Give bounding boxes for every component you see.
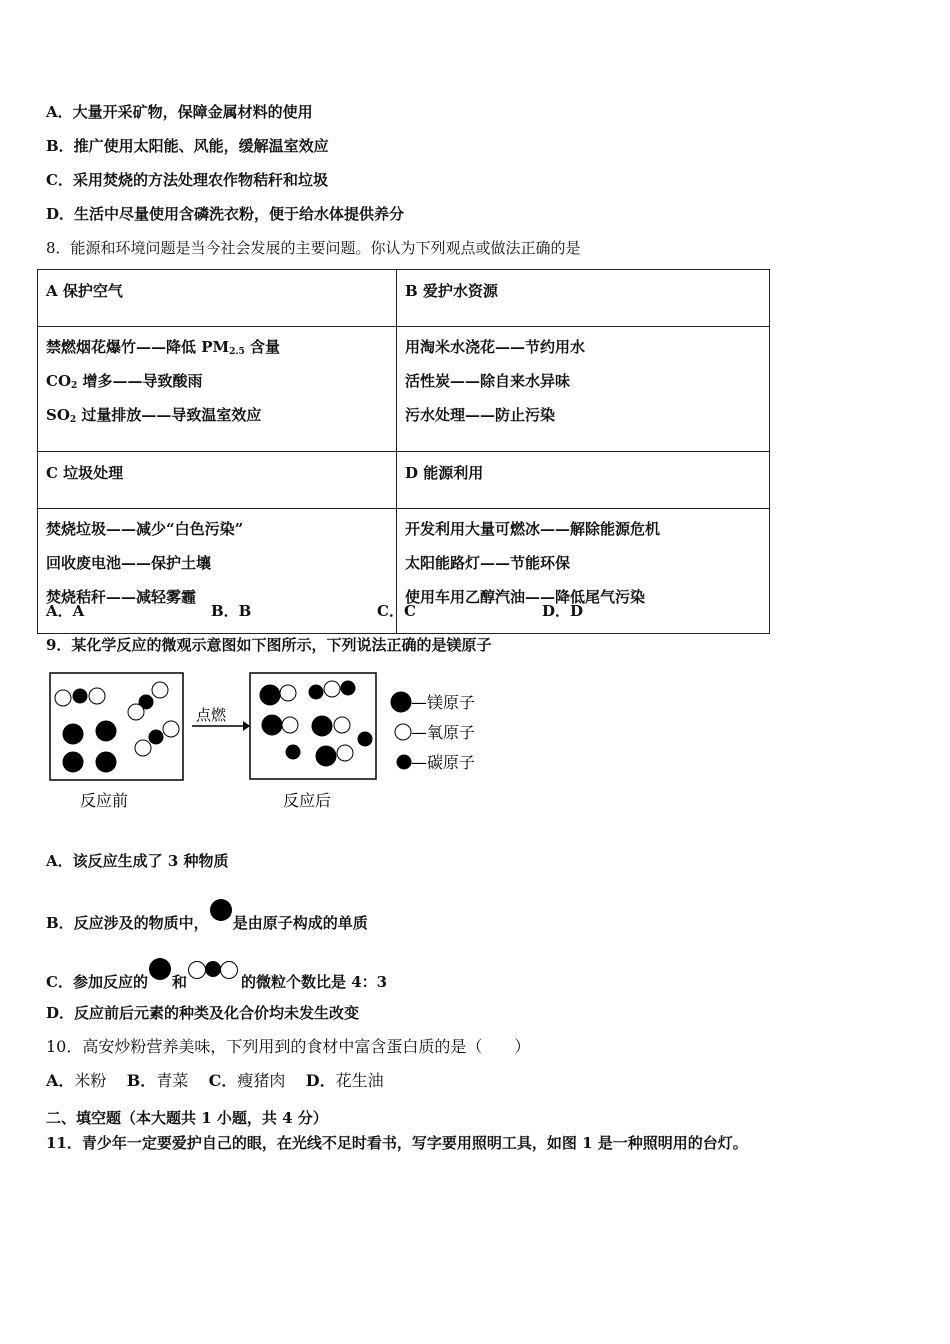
q10-option-a-label: A． (46, 1071, 75, 1090)
after-molecules (260, 681, 372, 766)
q7-option-c: C．采用焚烧的方法处理农作物秸秆和垃圾 (46, 171, 328, 189)
q8-a-line2 (46, 369, 388, 403)
arrow-label: 点燃 (196, 706, 227, 724)
magnesium-atom-icon (391, 692, 411, 712)
q10-option-c: 瘦猪肉 (237, 1071, 286, 1090)
q8-a-line1 (46, 335, 388, 369)
q8-b-line2: 活性炭——除自来水异味 (405, 372, 571, 390)
magnesium-atom-icon (148, 957, 172, 981)
after-label: 反应后 (283, 791, 332, 810)
q8-a-line3 (46, 403, 388, 437)
q8-c-line3: 焚烧秸秆——减轻雾霾 (46, 588, 197, 606)
q8-cell-a-body (38, 327, 397, 452)
before-box (50, 673, 183, 780)
pm25-subscript: 2.5 (229, 347, 245, 357)
legend (391, 692, 475, 772)
q10-option-c-label: C． (208, 1071, 238, 1090)
before-molecules (55, 682, 179, 772)
q8-choice-a: A．A (46, 602, 85, 620)
q9-option-b-suffix: 是由原子构成的单质 (232, 914, 368, 932)
q8-cell-c-title: C 垃圾处理 (38, 452, 397, 509)
q9-option-b-prefix: B．反应涉及的物质中， (46, 914, 209, 932)
co2-subscript: 2 (71, 381, 78, 391)
q8-choice-b: B．B (211, 602, 252, 620)
carbon-atom-icon (397, 755, 411, 769)
co2-molecule-icon (187, 959, 241, 981)
q10-option-d: 花生油 (335, 1071, 384, 1090)
q8-cell-b-title: B 爱护水资源 (397, 270, 770, 327)
section2-title: 二、填空题（本大题共 1 小题，共 4 分） (46, 1109, 328, 1127)
q8-d-line3: 使用车用乙醇汽油——降低尾气污染 (405, 588, 646, 606)
magnesium-atom-icon (209, 898, 233, 922)
q9-option-d: D．反应前后元素的种类及化合价均未发生改变 (46, 1004, 360, 1022)
q9-stem: 9．某化学反应的微观示意图如下图所示，下列说法正确的是镁原子 (46, 636, 492, 654)
q7-option-b: B．推广使用太阳能、风能，缓解温室效应 (46, 137, 329, 155)
q9-option-b (46, 898, 368, 933)
before-label: 反应前 (80, 791, 129, 810)
q8-c-line1: 焚烧垃圾——减少“白色污染” (46, 520, 244, 538)
q10-stem: 10．高安炒粉营养美味，下列用到的食材中富含蛋白质的是（ ） (46, 1037, 531, 1056)
after-box (250, 673, 376, 779)
q11-stem: 11．青少年一定要爱护自己的眼，在光线不足时看书，写字要用照明工具，如图 1 是一种照明用的台灯。 (46, 1134, 748, 1152)
q8-b-line1: 用淘米水浇花——节约用水 (405, 338, 586, 356)
q8-cell-a-title: A 保护空气 (38, 270, 397, 327)
q9-option-c-and: 和 (171, 973, 187, 991)
q9-option-c-prefix: C．参加反应的 (46, 973, 148, 991)
q8-d-line2: 太阳能路灯——节能环保 (405, 554, 571, 572)
q7-option-d: D．生活中尽量使用含磷洗衣粉，便于给水体提供养分 (46, 205, 405, 223)
q8-cell-d-title: D 能源利用 (397, 452, 770, 509)
q7-option-a: A．大量开采矿物，保障金属材料的使用 (46, 103, 313, 121)
q8-stem: 8．能源和环境问题是当今社会发展的主要问题。你认为下列观点或做法正确的是 (46, 239, 581, 257)
q10-option-d-label: D． (305, 1071, 336, 1090)
legend-magnesium: —镁原子 (411, 693, 476, 712)
q9-option-c-suffix: 的微粒个数比是 4：3 (240, 973, 388, 991)
q8-c-line2: 回收废电池——保护土壤 (46, 554, 212, 572)
q9-option-a: A．该反应生成了 3 种物质 (46, 852, 229, 870)
q8-a-line3-tail: 过量排放——导致温室效应 (76, 406, 262, 424)
q10-option-b-label: B． (126, 1071, 157, 1090)
q8-options-table (37, 269, 770, 634)
q10-option-b: 青菜 (156, 1071, 189, 1090)
oxygen-atom-icon (395, 724, 411, 740)
legend-oxygen: —氧原子 (411, 723, 476, 742)
q8-a-line1-text: 禁燃烟花爆竹——降低 PM (46, 338, 230, 356)
q8-a-line2-tail: 增多——导致酸雨 (77, 372, 203, 390)
q8-cell-b-body (397, 327, 770, 452)
q8-choice-d: D．D (542, 602, 584, 620)
q8-d-line1: 开发利用大量可燃冰——解除能源危机 (405, 520, 661, 538)
q10-options (46, 1071, 384, 1091)
so2-subscript: 2 (69, 415, 77, 425)
reaction-diagram (40, 668, 510, 818)
q8-a-line2-text: CO (46, 372, 72, 390)
q8-b-line3: 污水处理——防止污染 (405, 406, 556, 424)
q10-option-a: 米粉 (74, 1071, 107, 1090)
q8-a-line1-tail: 含量 (244, 338, 281, 356)
q8-choice-c: C．C (377, 602, 416, 620)
q8-a-line3-text: SO (46, 406, 70, 424)
legend-carbon: —碳原子 (411, 753, 476, 772)
q9-option-c (46, 957, 387, 992)
